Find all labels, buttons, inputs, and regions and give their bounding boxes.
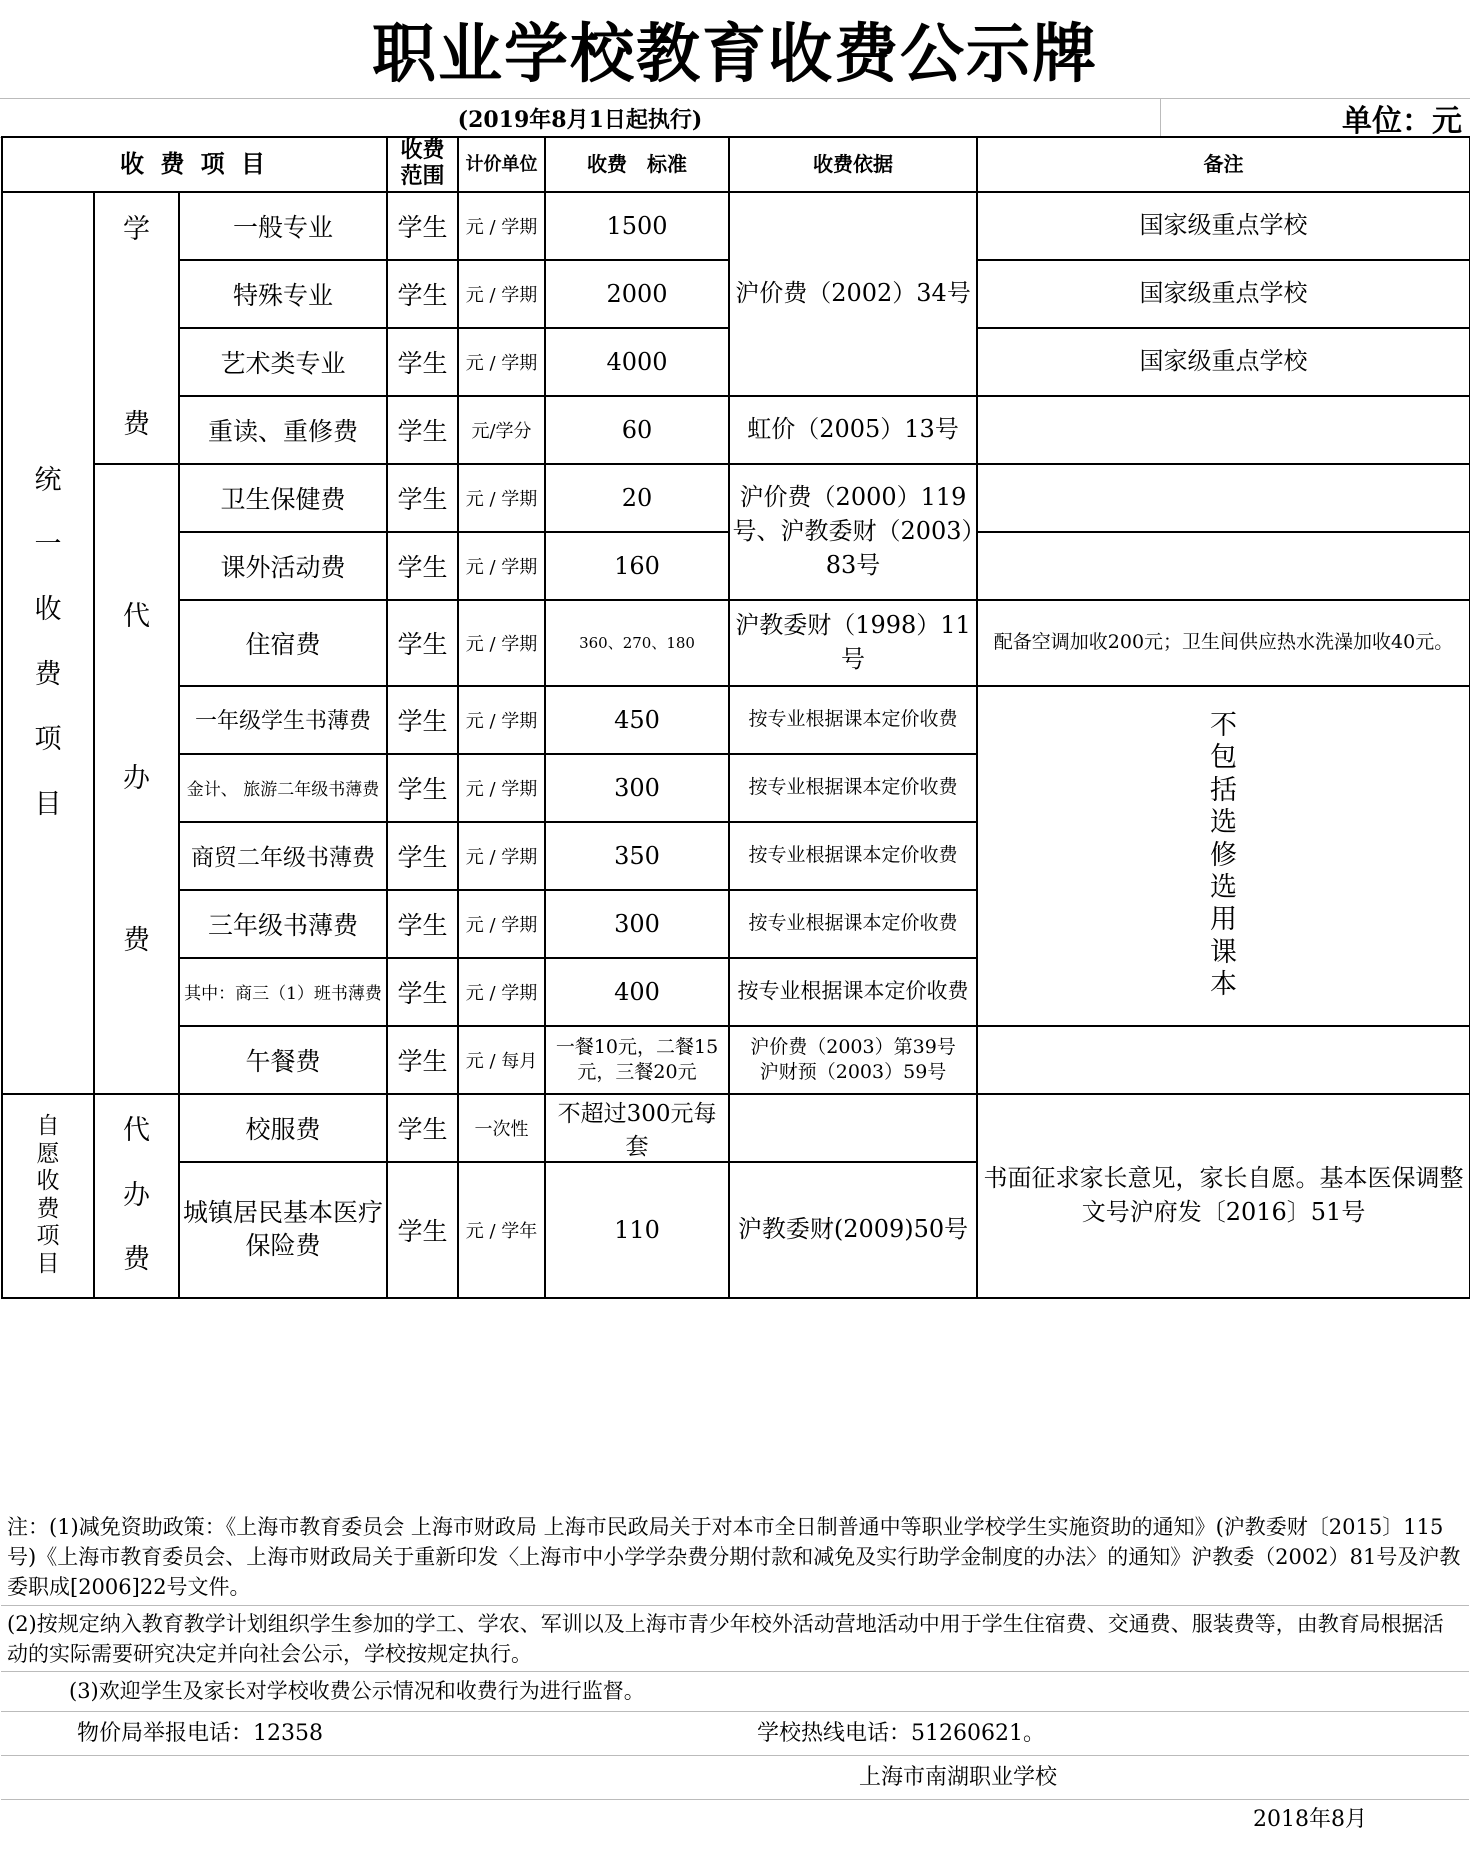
- item-remark: 国家级重点学校: [977, 328, 1470, 396]
- group-voluntary: 自 愿 收 费 项 目: [2, 1094, 94, 1298]
- item-name: 住宿费: [179, 600, 387, 686]
- item-standard: 360、270、180: [545, 600, 729, 686]
- header-calc-unit: 计价单位: [458, 137, 545, 192]
- header-standard: 收费 标准: [545, 137, 729, 192]
- school-hotline: 学校热线电话：51260621。: [757, 1721, 1045, 1746]
- item-basis: 按专业根据课本定价收费: [729, 890, 977, 958]
- table-row: [2, 192, 1470, 260]
- item-name: 城镇居民基本医疗保险费: [179, 1162, 387, 1298]
- table-row: [2, 396, 1470, 464]
- item-basis: 按专业根据课本定价收费: [729, 686, 977, 754]
- item-remark: [977, 1026, 1470, 1094]
- item-basis: 沪教委财(2009)50号: [729, 1162, 977, 1298]
- item-scope: 学生: [387, 600, 458, 686]
- item-basis: 沪价费（2003）第39号 沪财预（2003）59号: [729, 1026, 977, 1094]
- fee-table: [1, 136, 1470, 1299]
- item-name: 重读、重修费: [179, 396, 387, 464]
- table-row: [2, 1026, 1470, 1094]
- item-standard: 一餐10元，二餐15元，三餐20元: [545, 1026, 729, 1094]
- school-row: [1, 1756, 1469, 1800]
- item-scope: 学生: [387, 192, 458, 260]
- group-unified: 统 一 收 费 项 目: [2, 192, 94, 1094]
- group-agency: 代 办 费: [94, 464, 179, 1094]
- item-basis: 按专业根据课本定价收费: [729, 754, 977, 822]
- unit-label: 单位：元: [1160, 99, 1470, 137]
- item-standard: 不超过300元每套: [545, 1094, 729, 1162]
- item-scope: 学生: [387, 328, 458, 396]
- footer-notes: [1, 1508, 1469, 1840]
- books-remark: 不 包 括 选 修 选 用 课 本: [977, 686, 1470, 1026]
- school-name: 上海市南湖职业学校: [859, 1765, 1058, 1790]
- header-scope: 收费范围: [387, 137, 458, 192]
- item-scope: 学生: [387, 686, 458, 754]
- tuition-basis: 沪价费（2002）34号: [729, 192, 977, 396]
- item-unit: 元 / 学期: [458, 958, 545, 1026]
- item-unit: 元 / 学期: [458, 686, 545, 754]
- item-name: 课外活动费: [179, 532, 387, 600]
- item-unit: 元 / 学期: [458, 822, 545, 890]
- item-unit: 元 / 学期: [458, 890, 545, 958]
- item-scope: 学生: [387, 532, 458, 600]
- item-remark: [977, 396, 1470, 464]
- header-item: 收 费 项 目: [2, 137, 387, 192]
- item-standard: 110: [545, 1162, 729, 1298]
- header-row: [2, 137, 1470, 192]
- item-scope: 学生: [387, 1026, 458, 1094]
- item-unit: 一次性: [458, 1094, 545, 1162]
- group-vol-agency: 代 办 费: [94, 1094, 179, 1298]
- item-unit: 元 / 学期: [458, 192, 545, 260]
- item-unit: 元 / 学期: [458, 532, 545, 600]
- item-unit: 元 / 学期: [458, 464, 545, 532]
- item-name: 特殊专业: [179, 260, 387, 328]
- item-name: 卫生保健费: [179, 464, 387, 532]
- item-standard: 1500: [545, 192, 729, 260]
- item-standard: 160: [545, 532, 729, 600]
- item-unit: 元 / 每月: [458, 1026, 545, 1094]
- item-scope: 学生: [387, 260, 458, 328]
- item-name: 午餐费: [179, 1026, 387, 1094]
- item-scope: 学生: [387, 464, 458, 532]
- item-remark: 国家级重点学校: [977, 192, 1470, 260]
- item-unit: 元 / 学期: [458, 754, 545, 822]
- group-tuition: 学 费: [94, 192, 179, 464]
- voluntary-remark: 书面征求家长意见，家长自愿。基本医保调整文号沪府发〔2016〕51号: [977, 1094, 1470, 1298]
- item-standard: 400: [545, 958, 729, 1026]
- item-unit: 元 / 学期: [458, 600, 545, 686]
- item-basis: 按专业根据课本定价收费: [729, 822, 977, 890]
- price-hotline: 物价局举报电话：12358: [77, 1721, 323, 1746]
- item-unit: 元/学分: [458, 396, 545, 464]
- table-row: [2, 464, 1470, 532]
- item-remark: 配备空调加收200元；卫生间供应热水洗澡加收40元。: [977, 600, 1470, 686]
- item-remark: 国家级重点学校: [977, 260, 1470, 328]
- item-standard: 300: [545, 754, 729, 822]
- item-standard: 20: [545, 464, 729, 532]
- table-row: [2, 1094, 1470, 1162]
- health-basis: 沪价费（2000）119号、沪教委财（2003）83号: [729, 464, 977, 600]
- effective-date: (2019年8月1日起执行): [457, 106, 703, 133]
- item-scope: 学生: [387, 822, 458, 890]
- item-scope: 学生: [387, 958, 458, 1026]
- item-basis: 虹价（2005）13号: [729, 396, 977, 464]
- item-name: 金计、 旅游二年级书薄费: [179, 754, 387, 822]
- item-name: 商贸二年级书薄费: [179, 822, 387, 890]
- item-basis: 沪教委财（1998）11号: [729, 600, 977, 686]
- item-name: 艺术类专业: [179, 328, 387, 396]
- item-remark: [977, 464, 1470, 532]
- header-remarks: 备注: [977, 137, 1470, 192]
- item-name: 一年级学生书薄费: [179, 686, 387, 754]
- item-standard: 450: [545, 686, 729, 754]
- item-standard: 300: [545, 890, 729, 958]
- item-scope: 学生: [387, 396, 458, 464]
- item-standard: 350: [545, 822, 729, 890]
- hotline-row: [1, 1712, 1469, 1756]
- page-title: 职业学校教育收费公示牌: [372, 18, 1098, 92]
- item-name: 三年级书薄费: [179, 890, 387, 958]
- item-standard: 2000: [545, 260, 729, 328]
- note-2: (2)按规定纳入教育教学计划组织学生参加的学工、学农、军训以及上海市青少年校外活动营地活动中用于学生住宿费、交通费、服装费等，由教育局根据活动的实际需要研究决定并向社会公示，学校按规定执行。: [1, 1606, 1469, 1672]
- item-unit: 元 / 学年: [458, 1162, 545, 1298]
- issue-date: 2018年8月: [1253, 1807, 1367, 1832]
- note-1: 注：(1)减免资助政策：《上海市教育委员会 上海市财政局 上海市民政局关于对本市全日制普通中等职业学校学生实施资助的通知》(沪教委财〔2015〕115号)《上海市教育委员会、上海市财政局关于重新印发〈上海市中小学学杂费分期付款和减免及实行助学金制度的办法〉的通知》沪教委（2002）81号及沪教委职成[2006]22号文件。: [1, 1508, 1469, 1606]
- item-scope: 学生: [387, 1094, 458, 1162]
- item-scope: 学生: [387, 890, 458, 958]
- item-basis: [729, 1094, 977, 1162]
- item-scope: 学生: [387, 754, 458, 822]
- table-row: [2, 600, 1470, 686]
- item-scope: 学生: [387, 1162, 458, 1298]
- item-remark: [977, 532, 1470, 600]
- item-standard: 60: [545, 396, 729, 464]
- date-row: [1, 1800, 1469, 1840]
- header-basis: 收费依据: [729, 137, 977, 192]
- table-row: [2, 686, 1470, 754]
- item-name: 校服费: [179, 1094, 387, 1162]
- note-3: (3)欢迎学生及家长对学校收费公示情况和收费行为进行监督。: [1, 1672, 1469, 1712]
- item-unit: 元 / 学期: [458, 260, 545, 328]
- item-standard: 4000: [545, 328, 729, 396]
- item-name: 其中：商三（1）班书薄费: [179, 958, 387, 1026]
- item-name: 一般专业: [179, 192, 387, 260]
- item-unit: 元 / 学期: [458, 328, 545, 396]
- item-basis: 按专业根据课本定价收费: [729, 958, 977, 1026]
- subtitle-row: [0, 98, 1470, 138]
